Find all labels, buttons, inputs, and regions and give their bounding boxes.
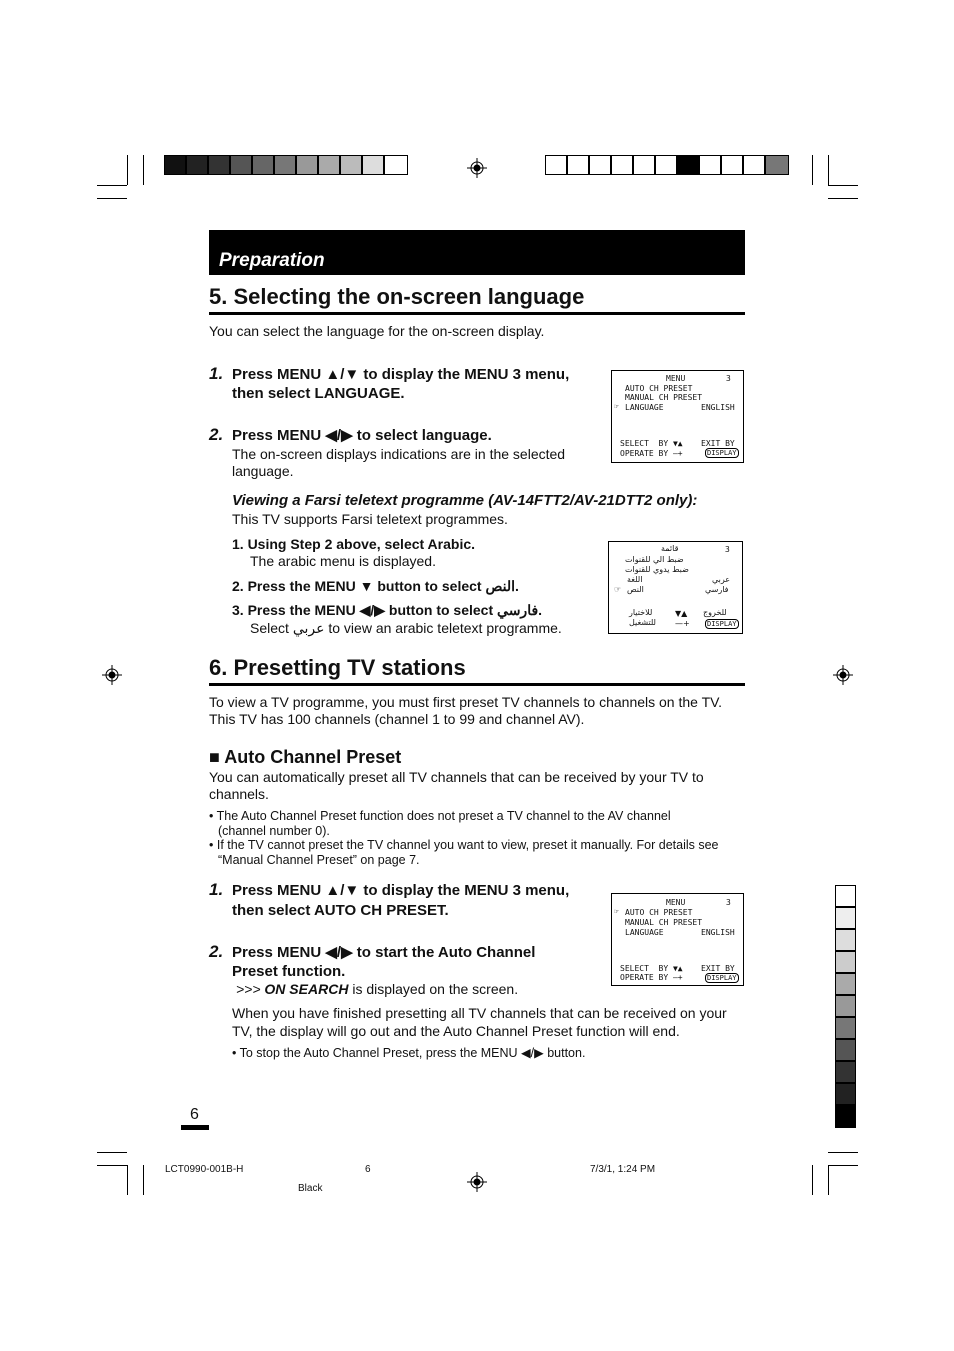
osd-page: 3 bbox=[725, 545, 730, 554]
farsi-step1-note: The arabic menu is displayed. bbox=[250, 553, 436, 569]
osd-value: فارسي bbox=[705, 585, 729, 594]
registration-mark-icon bbox=[467, 1172, 487, 1192]
osd-arrows: —+ bbox=[675, 619, 690, 628]
s6-step2-line1: Press MENU ◀/▶ to start the Auto Channel bbox=[232, 944, 536, 961]
on-search-line bbox=[236, 981, 518, 998]
auto-channel-heading: ■ Auto Channel Preset bbox=[209, 747, 402, 767]
title-rule bbox=[209, 683, 745, 686]
farsi-step2: 2. Press the MENU ▼ button to select النص. bbox=[232, 578, 519, 594]
farsi-step3-note: Select عربي to view an arabic teletext programme. bbox=[250, 620, 562, 636]
hand-pointer-icon: ☞ bbox=[614, 402, 619, 411]
crop-mark bbox=[828, 1152, 858, 1153]
finish-line1: When you have finished presetting all TV channels that can be received on your bbox=[232, 1005, 727, 1021]
osd-value: ENGLISH bbox=[701, 928, 735, 937]
crop-mark bbox=[828, 1165, 858, 1166]
farsi-step1: 1. Using Step 2 above, select Arabic. bbox=[232, 536, 476, 552]
registration-mark-icon bbox=[467, 158, 487, 178]
osd-title: MENU bbox=[666, 898, 686, 907]
s6-step2-line2: Preset function. bbox=[232, 963, 346, 980]
crop-mark bbox=[97, 185, 127, 186]
osd-item: ضبط الي للقنوات bbox=[625, 555, 684, 564]
on-search-text: is displayed on the screen. bbox=[352, 981, 519, 997]
crop-mark bbox=[97, 1165, 127, 1166]
crop-mark bbox=[127, 155, 128, 185]
bullet1-line1: • The Auto Channel Preset function does not preset a TV channel to the AV channel bbox=[209, 809, 671, 823]
search-indicator: >>> bbox=[236, 981, 261, 997]
osd-value: عربي bbox=[712, 575, 731, 584]
s6-step1-line2: then select AUTO CH PRESET. bbox=[232, 902, 449, 919]
section6-intro-line2: This TV has 100 channels (channel 1 to 99 and channel AV). bbox=[209, 711, 585, 727]
farsi-intro: This TV supports Farsi teletext programmes. bbox=[232, 511, 508, 527]
display-button-icon: DISPLAY bbox=[707, 974, 737, 982]
finish-line2: TV, the display will go out and the Auto Channel Preset function will end. bbox=[232, 1023, 680, 1039]
osd-operate: للتشغيل bbox=[629, 618, 656, 627]
crop-mark bbox=[143, 1165, 144, 1195]
step-number: 2. bbox=[209, 425, 224, 444]
step-number: 2. bbox=[209, 942, 224, 961]
osd-item: LANGUAGE bbox=[625, 928, 664, 937]
step2-note-line2: language. bbox=[232, 463, 294, 479]
footer-page: 6 bbox=[365, 1164, 371, 1175]
page-number: 6 bbox=[190, 1106, 199, 1123]
bullet1-line2: (channel number 0). bbox=[218, 824, 330, 838]
section6-title: 6. Presetting TV stations bbox=[209, 655, 466, 680]
footer-plate: Black bbox=[298, 1183, 323, 1194]
osd-title: MENU bbox=[666, 374, 686, 383]
crop-mark bbox=[97, 198, 127, 199]
osd-exit: للخروج bbox=[703, 608, 727, 617]
on-search-label: ON SEARCH bbox=[264, 981, 349, 997]
farsi-step3: 3. Press the MENU ◀/▶ button to select فارسي. bbox=[232, 602, 543, 618]
osd-item: LANGUAGE bbox=[625, 403, 664, 412]
auto-text-line1: You can automatically preset all TV channels that can be received by your TV to bbox=[209, 769, 704, 785]
registration-mark-icon bbox=[833, 665, 853, 685]
osd-menu-arabic bbox=[608, 541, 743, 634]
osd-menu-language bbox=[611, 370, 744, 463]
hand-pointer-icon: ☞ bbox=[614, 585, 622, 594]
osd-exit: EXIT BY bbox=[701, 439, 735, 448]
footer-file: LCT0990-001B-H bbox=[165, 1164, 244, 1175]
crop-mark bbox=[127, 1165, 128, 1195]
osd-item: MANUAL CH PRESET bbox=[625, 918, 703, 927]
section-header-band bbox=[209, 230, 745, 275]
section6-intro-line1: To view a TV programme, you must first preset TV channels to channels on the TV. bbox=[209, 694, 723, 710]
section5-title: 5. Selecting the on-screen language bbox=[209, 284, 585, 309]
osd-item: AUTO CH PRESET bbox=[625, 384, 693, 393]
section-header: Preparation bbox=[219, 250, 325, 271]
s6-step1-line1: Press MENU ▲/▼ to display the MENU 3 menu, bbox=[232, 882, 570, 899]
bullet2-line2: “Manual Channel Preset” on page 7. bbox=[218, 853, 420, 867]
crop-mark bbox=[828, 185, 858, 186]
osd-select: SELECT BY ▼▲ bbox=[620, 964, 683, 973]
step2-note-line1: The on-screen displays indications are in the selected bbox=[232, 446, 566, 462]
osd-arrows: ▼▲ bbox=[675, 609, 688, 618]
crop-mark bbox=[828, 198, 858, 199]
osd-operate: OPERATE BY —+ bbox=[620, 973, 683, 982]
crop-mark bbox=[828, 1165, 829, 1195]
hand-pointer-icon: ☞ bbox=[614, 907, 619, 916]
osd-item: اللغة bbox=[627, 575, 643, 584]
registration-mark-icon bbox=[102, 665, 122, 685]
osd-item: AUTO CH PRESET bbox=[625, 908, 693, 917]
step1-line1: Press MENU ▲/▼ to display the MENU 3 menu, bbox=[232, 366, 570, 383]
footer-date: 7/3/1, 1:24 PM bbox=[590, 1164, 656, 1175]
crop-mark bbox=[828, 155, 829, 185]
crop-mark bbox=[143, 155, 144, 185]
osd-select: SELECT BY ▼▲ bbox=[620, 439, 683, 448]
osd-operate: OPERATE BY —+ bbox=[620, 449, 683, 458]
step1-line2: then select LANGUAGE. bbox=[232, 385, 405, 402]
osd-item: ضبط يدوي للقنوات bbox=[625, 565, 689, 574]
osd-title: قائمة bbox=[661, 544, 679, 553]
crop-mark bbox=[812, 1165, 813, 1195]
osd-item: النص bbox=[627, 585, 644, 594]
osd-page: 3 bbox=[726, 898, 731, 907]
osd-menu-auto-preset bbox=[611, 893, 744, 986]
osd-page: 3 bbox=[726, 374, 731, 383]
page-number-bar bbox=[181, 1125, 209, 1130]
display-button-icon: DISPLAY bbox=[707, 620, 737, 628]
section5-intro: You can select the language for the on-screen display. bbox=[209, 323, 545, 339]
osd-select: للاختيار bbox=[629, 608, 653, 617]
farsi-heading: Viewing a Farsi teletext programme (AV-14FTT2/AV-21DTT2 only): bbox=[232, 492, 698, 509]
display-button-icon: DISPLAY bbox=[707, 449, 737, 457]
crop-mark bbox=[97, 1152, 127, 1153]
step2-text: Press MENU ◀/▶ to select language. bbox=[232, 427, 492, 444]
step-number: 1. bbox=[209, 364, 224, 383]
title-rule bbox=[209, 312, 745, 315]
osd-value: ENGLISH bbox=[701, 403, 735, 412]
step-number: 1. bbox=[209, 880, 224, 899]
stop-note: • To stop the Auto Channel Preset, press the MENU ◀/▶ button. bbox=[232, 1046, 586, 1060]
osd-exit: EXIT BY bbox=[701, 964, 735, 973]
bullet2-line1: • If the TV cannot preset the TV channel you want to view, preset it manually. For details see bbox=[209, 838, 719, 852]
crop-mark bbox=[812, 155, 813, 185]
osd-item: MANUAL CH PRESET bbox=[625, 393, 703, 402]
auto-text-line2: channels. bbox=[209, 786, 269, 802]
